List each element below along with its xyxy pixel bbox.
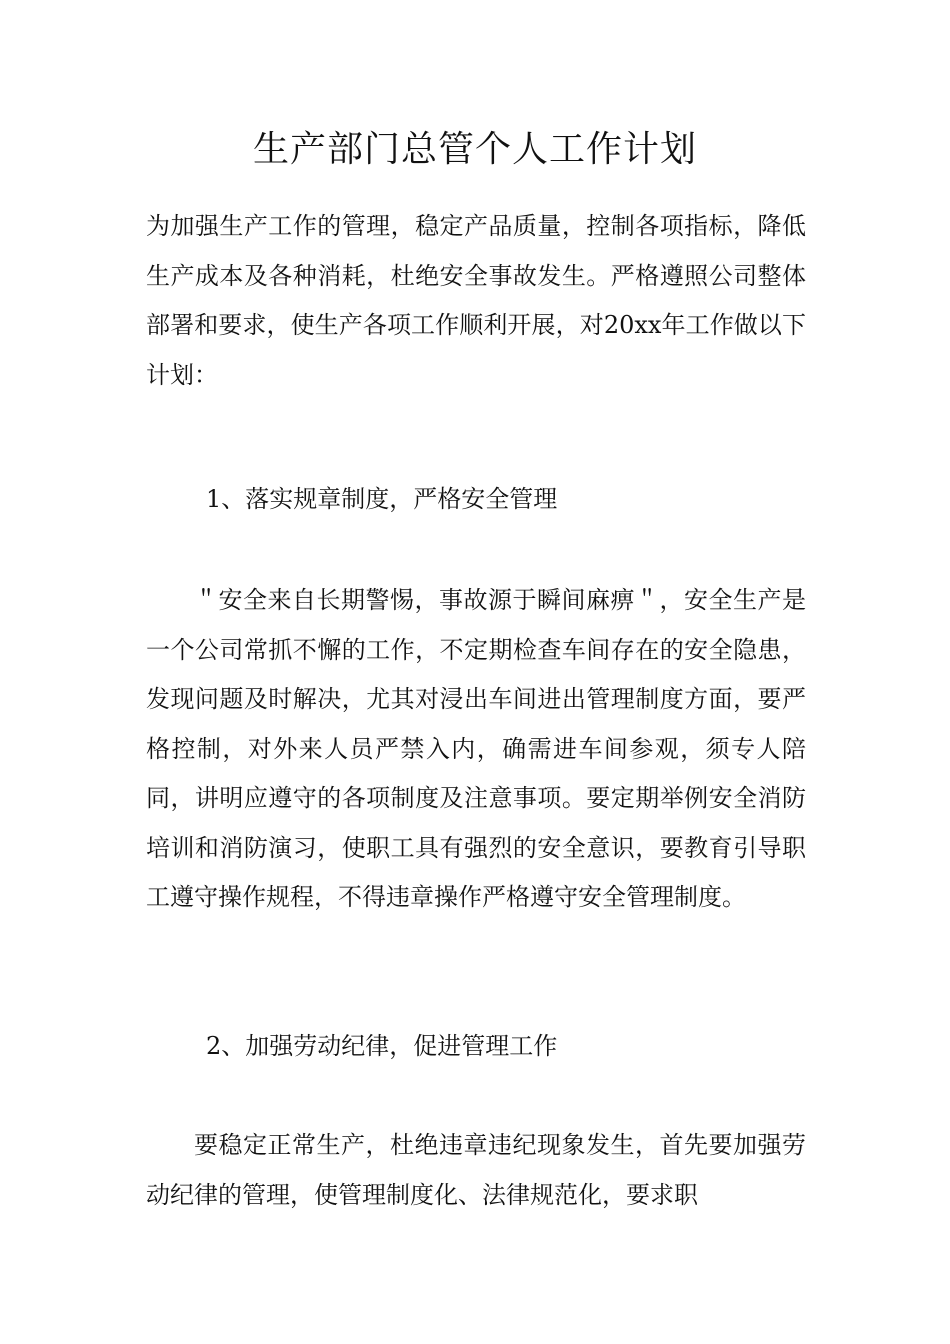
intro-paragraph: 为加强生产工作的管理，稳定产品质量，控制各项指标，降低生产成本及各种消耗，杜绝安全事故发生。严格遵照公司整体部署和要求，使生产各项工作顺利开展，对20xx年工作做以下计划：: [146, 212, 806, 389]
section-2-heading: 2、加强劳动纪律，促进管理工作: [206, 1032, 558, 1060]
section-1-heading: 1、落实规章制度，严格安全管理: [206, 485, 558, 513]
section-1-paragraph: ＂安全来自长期警惕，事故源于瞬间麻痹＂，安全生产是一个公司常抓不懈的工作，不定期检查车间存在的安全隐患，发现问题及时解决，尤其对浸出车间进出管理制度方面，要严格控制，对外来人员严禁入内，确需进车间参观，须专人陪同，讲明应遵守的各项制度及注意事项。要定期举例安全消防培训和消防演习，使职工具有强烈的安全意识，要教育引导职工遵守操作规程，不得违章操作严格遵守安全管理制度。: [146, 586, 806, 911]
section-2-paragraph: 要稳定正常生产，杜绝违章违纪现象发生，首先要加强劳动纪律的管理，使管理制度化、法律规范化，要求职: [146, 1131, 806, 1209]
document-title: 生产部门总管个人工作计划: [252, 129, 697, 170]
